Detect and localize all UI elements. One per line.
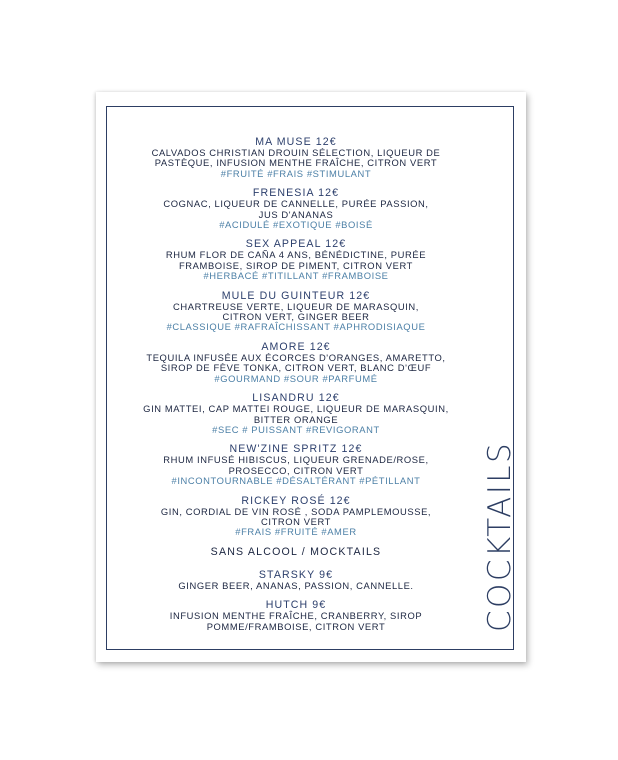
menu-item (136, 599, 456, 632)
item-name: LISANDRU 12€ (252, 392, 340, 405)
menu-item (136, 569, 456, 591)
item-description: GIN, CORDIAL DE VIN ROSÉ , SODA PAMPLEMOUSSE, CITRON VERT (160, 505, 432, 527)
item-tags: #GOURMAND #SOUR #PARFUMÉ (214, 372, 378, 384)
item-tags: #SEC # PUISSANT #REVIGORANT (212, 423, 380, 435)
item-tags: #INCONTOURNABLE #DÉSALTÉRANT #PÉTILLANT (171, 475, 421, 487)
item-description: GINGER BEER, ANANAS, PASSION, CANNELLE. (178, 579, 414, 591)
menu-item (136, 341, 456, 384)
menu-item (136, 136, 456, 179)
item-tags: #HERBACÉ #TITILLANT #FRAMBOISE (203, 270, 389, 282)
menu-item (136, 392, 456, 435)
item-name: SEX APPEAL 12€ (245, 238, 347, 251)
item-description: RHUM FLOR DE CAÑA 4 ANS, BÉNÉDICTINE, PURÉE FRAMBOISE, SIROP DE PIMENT, CITRON VERT (165, 249, 427, 271)
item-name: FRENESIA 12€ (252, 187, 340, 200)
item-name: AMORE 12€ (261, 340, 331, 353)
vertical-title: COCKTAILS (482, 440, 518, 632)
item-description: INFUSION MENTHE FRAÎCHE, CRANBERRY, SIROP POMME/FRAMBOISE, CITRON VERT (169, 610, 423, 632)
menu-item (136, 443, 456, 486)
item-tags: #FRAIS #FRUITÉ #AMER (235, 526, 357, 538)
item-name: HUTCH 9€ (265, 599, 327, 612)
item-name: MA MUSE 12€ (255, 136, 337, 148)
item-description: COGNAC, LIQUEUR DE CANNELLE, PURÉE PASSION, JUS D'ANANAS (163, 198, 429, 220)
item-description: GIN MATTEI, CAP MATTEI ROUGE, LIQUEUR DE MARASQUIN, BITTER ORANGE (143, 403, 449, 425)
menu-item (136, 187, 456, 230)
item-name: NEW'ZINE SPRITZ 12€ (229, 443, 363, 456)
item-name: RICKEY ROSÉ 12€ (241, 494, 351, 507)
section-title: SANS ALCOOL / MOCKTAILS (210, 545, 382, 558)
item-name: STARSKY 9€ (258, 568, 334, 581)
item-description: TEQUILA INFUSÉE AUX ÉCORCES D'ORANGES, AMARETTO, SIROP DE FÈVE TONKA, CITRON VERT, BLANC D'ŒUF (146, 351, 446, 374)
menu-card (96, 92, 526, 662)
menu-item (136, 290, 456, 333)
menu-item (136, 238, 456, 281)
item-description: CHARTREUSE VERTE, LIQUEUR DE MARASQUIN, CITRON VERT, GINGER BEER (172, 300, 419, 323)
item-tags: #ACIDULÉ #EXOTIQUE #BOISÉ (219, 219, 373, 231)
item-name: MULE DU GUINTEUR 12€ (221, 289, 371, 302)
item-tags: #CLASSIQUE #RAFRAÎCHISSANT #APHRODISIAQUE (166, 321, 426, 333)
cocktail-list (136, 136, 456, 640)
menu-item (136, 495, 456, 538)
item-description: CALVADOS CHRISTIAN DROUIN SÉLECTION, LIQUEUR DE PASTÈQUE, INFUSION MENTHE FRAÎCHE, CITRON VERT (151, 147, 441, 169)
item-tags: #FRUITÉ #FRAIS #STIMULANT (220, 167, 372, 179)
item-description: RHUM INFUSÉ HIBISCUS, LIQUEUR GRENADE/ROSE, PROSECCO, CITRON VERT (163, 454, 429, 476)
